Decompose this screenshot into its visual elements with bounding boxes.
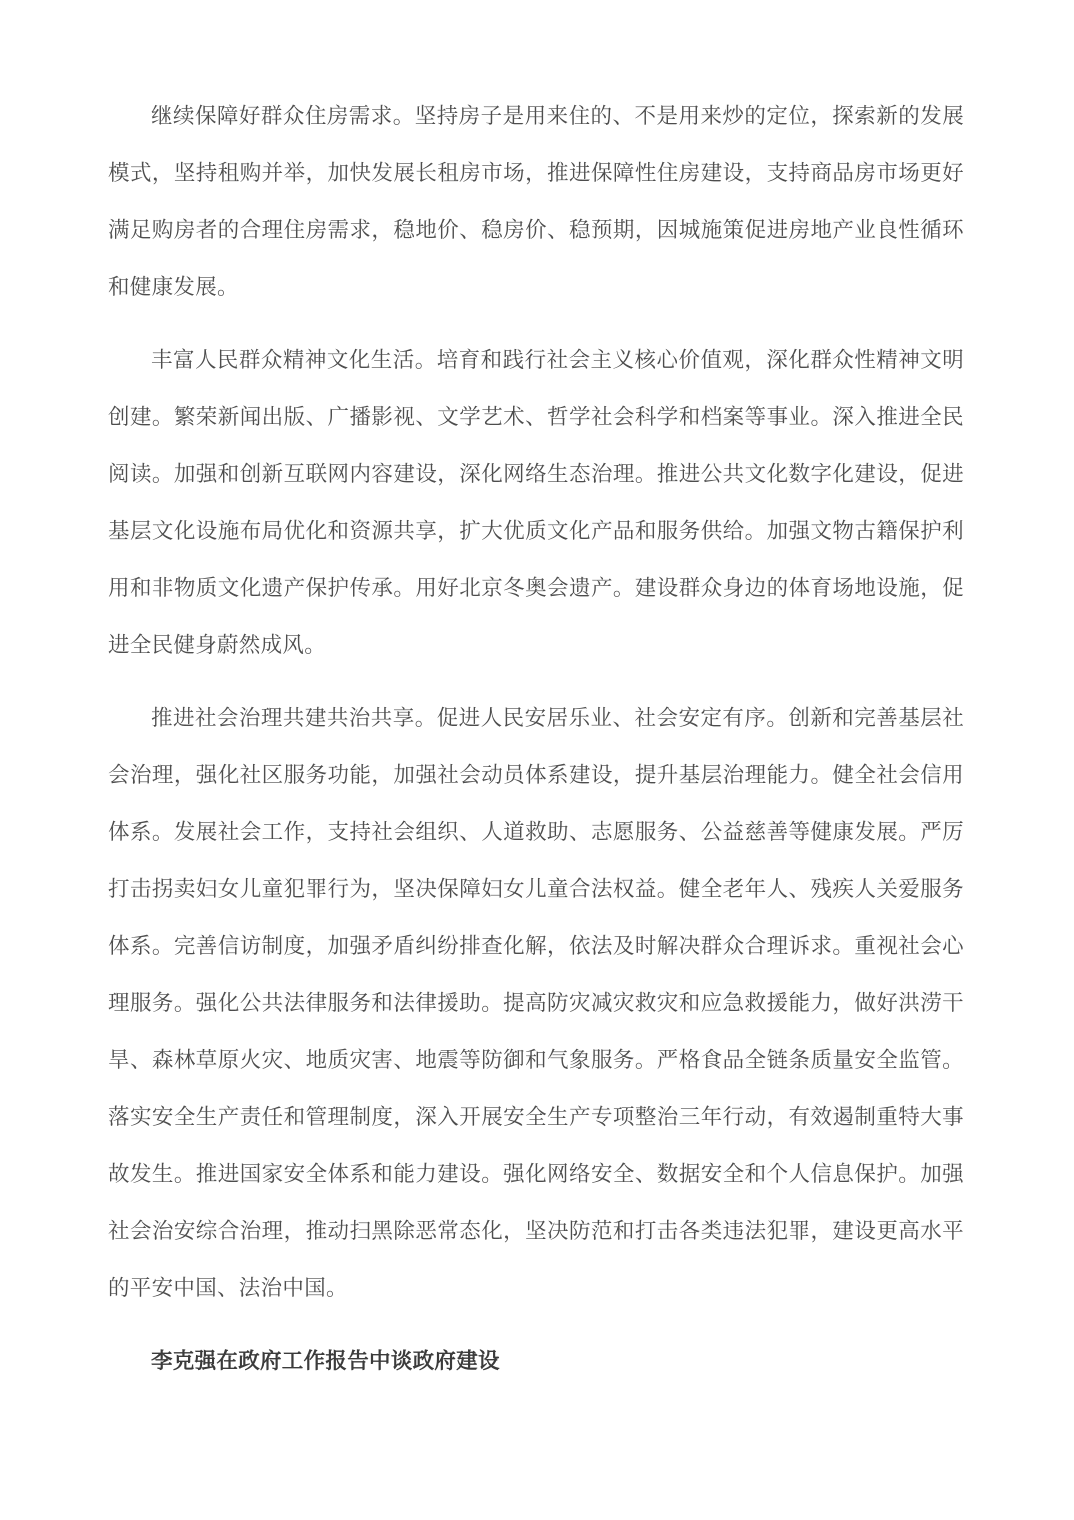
section-heading-government-building: 李克强在政府工作报告中谈政府建设: [151, 1349, 500, 1373]
paragraph-social-governance: 推进社会治理共建共治共享。促进人民安居乐业、社会安定有序。创新和完善基层社会治理，强化社区服务功能，加强社会动员体系建设，提升基层治理能力。健全社会信用体系。发展社会工作，支持社会组织、人道救助、志愿服务、公益慈善等健康发展。严厉打击拐卖妇女儿童犯罪行为，坚决保障妇女儿童合法权益。健全老年人、残疾人关爱服务体系。完善信访制度，加强矛盾纠纷排查化解，依法及时解决群众合理诉求。重视社会心理服务。强化公共法律服务和法律援助。提高防灾减灾救灾和应急救援能力，做好洪涝干旱、森林草原火灾、地质灾害、地震等防御和气象服务。严格食品全链条质量安全监管。落实安全生产责任和管理制度，深入开展安全生产专项整治三年行动，有效遏制重特大事故发生。推进国家安全体系和能力建设。强化网络安全、数据安全和个人信息保护。加强社会治安综合治理，推动扫黑除恶常态化，坚决防范和打击各类违法犯罪，建设更高水平的平安中国、法治中国。: [108, 706, 964, 1300]
paragraph-cultural-life: 丰富人民群众精神文化生活。培育和践行社会主义核心价值观，深化群众性精神文明创建。繁荣新闻出版、广播影视、文学艺术、哲学社会科学和档案等事业。深入推进全民阅读。加强和创新互联网内容建设，深化网络生态治理。推进公共文化数字化建设，促进基层文化设施布局优化和资源共享，扩大优质文化产品和服务供给。加强文物古籍保护利用和非物质文化遗产保护传承。用好北京冬奥会遗产。建设群众身边的体育场地设施，促进全民健身蔚然成风。: [108, 348, 964, 657]
paragraph-housing-policy: 继续保障好群众住房需求。坚持房子是用来住的、不是用来炒的定位，探索新的发展模式，坚持租购并举，加快发展长租房市场，推进保障性住房建设，支持商品房市场更好满足购房者的合理住房需求，稳地价、稳房价、稳预期，因城施策促进房地产业良性循环和健康发展。: [108, 104, 964, 299]
